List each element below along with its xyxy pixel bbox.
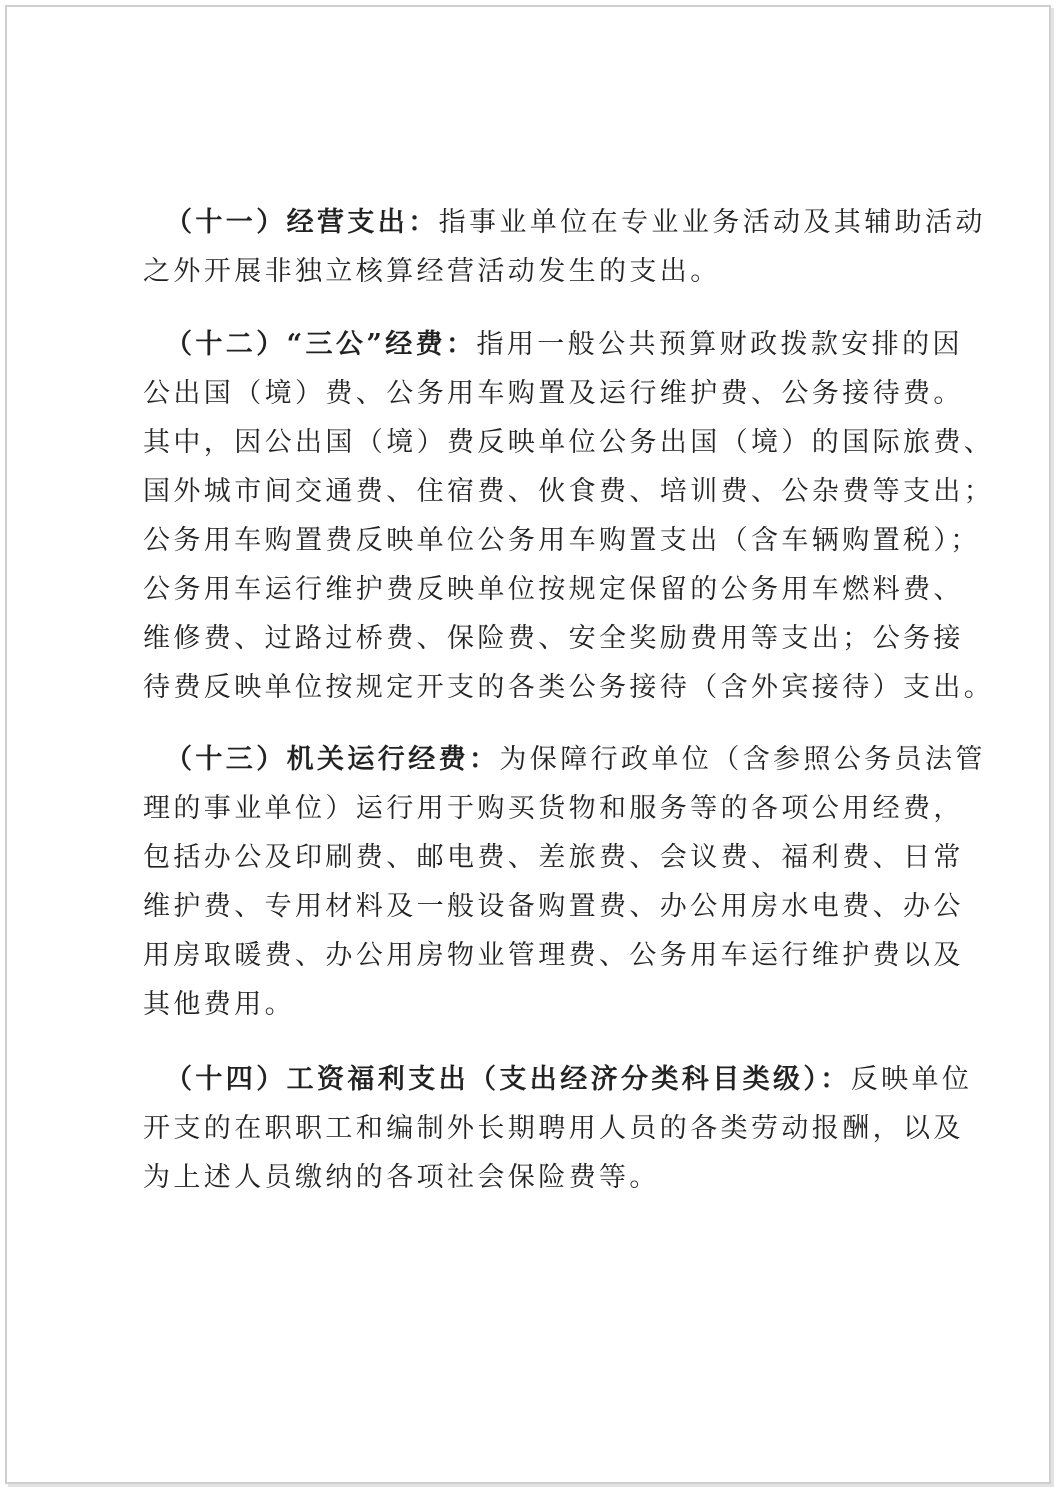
paragraph-agency-operating-funds: [143, 735, 986, 1029]
paragraph-line: 开支的在职职工和编制外长期聘用人员的各类劳动报酬，以及: [143, 1113, 964, 1144]
paragraph-text: 反映单位: [850, 1064, 973, 1095]
paragraph-line: 用房取暖费、办公用房物业管理费、公务用车运行维护费以及: [143, 940, 964, 971]
paragraph-line: 之外开展非独立核算经营活动发生的支出。: [143, 256, 721, 287]
paragraph-wage-welfare-expenses: [143, 1055, 972, 1202]
paragraph-heading: （十四）工资福利支出（支出经济分类科目类级）：: [165, 1064, 851, 1095]
paragraph-line: 维护费、专用材料及一般设备购置费、办公用房水电费、办公: [143, 891, 964, 922]
paragraph-line: 包括办公及印刷费、邮电费、差旅费、会议费、福利费、日常: [143, 842, 964, 873]
paragraph-line: 其中，因公出国（境）费反映单位公务出国（境）的国际旅费、: [143, 427, 995, 458]
paragraph-three-public-expenses: [143, 320, 994, 712]
paragraph-line: 维修费、过路过桥费、保险费、安全奖励费用等支出；公务接: [143, 623, 964, 654]
paragraph-heading: （十二）“三公”经费：: [165, 329, 477, 360]
paragraph-operating-expenses: [143, 198, 986, 296]
paragraph-line: 待费反映单位按规定开支的各类公务接待（含外宾接待）支出。: [143, 672, 995, 703]
document-body: [143, 198, 995, 1193]
paragraph-line: 公出国（境）费、公务用车购置及运行维护费、公务接待费。: [143, 378, 964, 409]
paragraph-first-line: [143, 1055, 972, 1104]
paragraph-text: 指事业单位在专业业务活动及其辅助活动: [438, 207, 986, 238]
paragraph-heading: （十一）经营支出：: [165, 207, 439, 238]
paragraph-line: 公务用车运行维护费反映单位按规定保留的公务用车燃料费、: [143, 574, 964, 605]
paragraph-line: 其他费用。: [143, 989, 295, 1020]
paragraph-text: 为保障行政单位（含参照公务员法管: [499, 744, 986, 775]
paragraph-line: 理的事业单位）运行用于购买货物和服务等的各项公用经费，: [143, 793, 964, 824]
paragraph-line: 国外城市间交通费、住宿费、伙食费、培训费、公杂费等支出；: [143, 476, 995, 507]
paragraph-heading: （十三）机关运行经费：: [165, 744, 500, 775]
paragraph-first-line: [143, 320, 994, 369]
paragraph-first-line: [143, 198, 986, 247]
paragraph-line: 公务用车购置费反映单位公务用车购置支出（含车辆购置税）；: [143, 525, 981, 556]
paragraph-text: 指用一般公共预算财政拨款安排的因: [476, 329, 963, 360]
paragraph-first-line: [143, 735, 986, 784]
paragraph-line: 为上述人员缴纳的各项社会保险费等。: [143, 1162, 660, 1193]
